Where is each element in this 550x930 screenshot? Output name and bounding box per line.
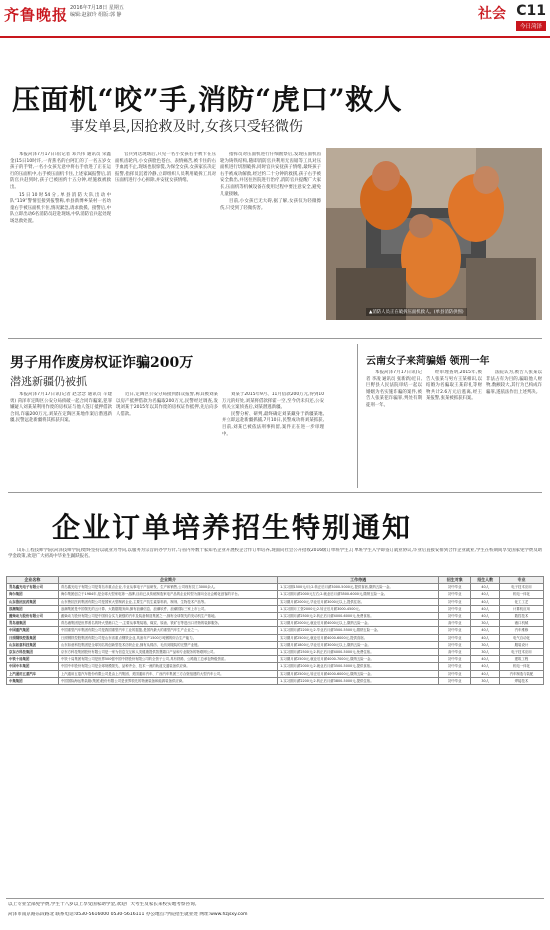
lead-paragraph: 本报菏泽7月17日讯(记者 邓兴伟 通讯员 荣鑫金)15日10时许,一青蕉名的白阿汇的了一名五岁女孩子的手臂,一名小女孩无意中将右手放进了正在运行的压面机中,右手被压面机卡住,上述家属报警后,消防官兵赶到时,孩子已被困约十五分钟,经施救被救出。 xyxy=(10,152,111,190)
table-cell: 1.实习期1500元/月;2.转正后月薪3000-5000元,提供食宿,缴纳五险一金。 xyxy=(278,584,439,591)
story2-column-1 xyxy=(10,392,112,486)
table-cell: 中铁十局集团 xyxy=(7,656,59,663)
story2-column-3 xyxy=(222,392,324,486)
table-cell: 潍柴动力股份有限公司是中国综合实力最强的汽车及装备制造集团之一,拥有全球领先的发动机生产基地。 xyxy=(58,613,277,620)
table-cell: 初中毕业 xyxy=(439,656,471,663)
notice-footer-2: 菏泽市南京路东段路北 联系电话:0530-5616000 0530-5616111 办公地点:学院招生就业处 网址:www.hzjsxy.com xyxy=(8,912,248,917)
lead-paragraph: 官兵到达现场后,只见一名小女孩右手被卡在压面机齿轮内,小女孩脸色苍白、表情痛苦,被卡住的右手血流不止,现场也很惊慌,为保全女孩,女孩家长决定报警,指挥员沉着冷静,立即组织人员利用破拆工具对压面机进行小心拆除,并安抚女孩情绪。 xyxy=(115,152,216,184)
table-cell: 40人 xyxy=(471,656,499,663)
table-cell: 上汽通用五菱汽车 xyxy=(7,670,59,677)
table-cell: 30人 xyxy=(471,649,499,656)
column-header: 招生对象 xyxy=(439,577,471,584)
table-cell: 40人 xyxy=(471,598,499,605)
table-cell: 1.实习期月薪2200元;2.转正后月薪3800-5000元,提供住宿。 xyxy=(278,677,439,684)
table-cell: 上汽通用五菱汽车股份有限公司是由上汽集团、美国通用汽车、广西汽车集团三方合资组建的大型汽车公司。 xyxy=(58,670,277,677)
table-cell: 40人 xyxy=(471,663,499,670)
table-cell: 山东鲁抗医药集团 xyxy=(7,598,59,605)
table-row xyxy=(7,677,544,684)
table-cell: 青岛鑫光电子有限公司 xyxy=(7,584,59,591)
table-cell: 中国中车股份有限公司是全球规模领先、品种齐全、技术一流的轨道交通装备供应商。 xyxy=(58,663,277,670)
table-cell: 实习期月薪2000元,毕业后月薪3000元以上,提供住宿。 xyxy=(278,598,439,605)
table-cell: 汽车制造与装配 xyxy=(499,670,543,677)
lead-column-1 xyxy=(10,152,111,332)
story2-paragraph: 民警分析、研判,最终确定刘某藏身于新疆某地,并立即远赴新疆抓捕,7月10日,民警成功将刘某抓获,目前,刘某已被依法刑事拘留,案件正在进一步审理中。 xyxy=(222,411,324,437)
jobs-table-body xyxy=(7,584,544,685)
table-cell: 山东如意科技集团是全球知名的创新型技术纺织企业,拥有从棉纺、毛纺到服装的完整产业链。 xyxy=(58,641,277,648)
table-cell: 40人 xyxy=(471,634,499,641)
section-title: 社会 xyxy=(478,6,506,22)
table-cell: 初中毕业 xyxy=(439,613,471,620)
table-cell: 1.实习期月薪2500元;2.转正后月薪4000-6000元,免费食宿。 xyxy=(278,613,439,620)
table-cell: 40人 xyxy=(471,670,499,677)
table-cell: 1.实习期月薪2200元;2.毕业后月薪3500-5500元,缴纳五险一金。 xyxy=(278,627,439,634)
table-cell: 中铁十局集团有限公司是世界500强中国中铁股份有限公司的全资子公司,具有铁路、公路施工总承包特级资质。 xyxy=(58,656,277,663)
table-cell: 青岛鑫光电子有限公司是青岛市重点企业,专业从事电子产品研发、生产和销售,公司现有员工3000余人。 xyxy=(58,584,277,591)
lead-column-3 xyxy=(220,152,321,332)
notice-intro-text: 山东工程技师学院(菏泽技师学院)始终坚持以就业为导向,以服务为宗旨的办学方针,与省内外数十家知名企业开展校企合作订单培养,现面向社会公开招收2016级订单班学生,订单班学生入学即签订就业协议,毕业后直接安排到合作企业就业,学生在校期间享受国家免学费及助学金政策,欢迎广大初高中毕业生踊跃报名。 xyxy=(8,548,542,559)
table-cell: 初中毕业 xyxy=(439,591,471,598)
story2-column-2 xyxy=(116,392,218,486)
table-row xyxy=(7,613,544,620)
table-cell: 浪潮集团是中国领先的云计算、大数据服务商,拥有浪潮信息、浪潮软件、浪潮国际三家上市公司。 xyxy=(58,605,277,612)
table-row xyxy=(7,598,544,605)
story2-headline: 男子用作废房权证诈骗200万 xyxy=(10,355,194,371)
masthead xyxy=(0,0,550,38)
jobs-table xyxy=(6,576,544,685)
table-cell: 1.实习期月薪2500元;2.转正后月薪4000-5000元,免费住宿。 xyxy=(278,649,439,656)
table-row xyxy=(7,627,544,634)
table-cell: 实习期月薪2500元,就业后月薪4000-7000元,缴纳五险一金。 xyxy=(278,656,439,663)
column-header: 招生人数 xyxy=(471,577,499,584)
table-cell: 40人 xyxy=(471,627,499,634)
table-cell: 初中毕业 xyxy=(439,670,471,677)
story2-paragraph: 近日,定陶区公安分局接到群众报警,称其被刘某以房产抵押借款为名骗取200万元,民警经过调查,发现刘某于2015年以其作废的房权证作抵押,先后向多人借款。 xyxy=(116,392,218,417)
story3-paragraph: 法院认为,被告人张某以非法占有为目的,骗取他人财物,数额较大,其行为已构成诈骗罪,遂依法作出上述判决。 xyxy=(486,370,542,395)
table-cell: 1.实习期月薪2000元左右;2.就业后月薪3500-6000元,缴纳五险一金。 xyxy=(278,591,439,598)
table-cell: 京东方科技集团 xyxy=(7,649,59,656)
story2-paragraph: 刘某于2015年9月、11月借款200万元,得到10万元的好处,刘某将借款挥霍一空,至今仍未归还,公安机关立案侦查后,刘某潜逃新疆。 xyxy=(222,392,324,411)
table-row xyxy=(7,605,544,612)
table-cell: 计算机应用 xyxy=(499,605,543,612)
table-row xyxy=(7,634,544,641)
divider xyxy=(6,898,544,899)
story3-column-3 xyxy=(486,370,542,486)
lead-paragraph: 15日10时54分,单县消防大队出动中队“119”警情室接到报警称,单县新博乡某村一名幼童右手被压面机卡住,情况紧急,请求救援。接警后,中队立即出动6名消防员赶赴现场,中队消防官兵起处现场急救处置。 xyxy=(10,192,111,224)
table-cell: 初中毕业 xyxy=(439,584,471,591)
table-cell: 初中毕业 xyxy=(439,605,471,612)
newspaper-logo: 齐鲁晚报 xyxy=(4,6,69,24)
table-cell: 高中毕业 xyxy=(439,620,471,627)
table-cell: 浪潮集团 xyxy=(7,605,59,612)
dateline xyxy=(70,5,124,19)
photo-caption: ▲消防人员正在破拆压面机救人。(单县消防供图) xyxy=(366,308,467,316)
table-cell: 机电一体化 xyxy=(499,663,543,670)
story3-column-2 xyxy=(426,370,482,486)
jobs-table-wrapper xyxy=(6,576,544,894)
table-cell: 实习期月薪2500元,转正后月薪4000-6000元,缴纳五险一金。 xyxy=(278,670,439,677)
table-cell: 实习期月薪2500元,就业后月薪4000-6000元,提供食宿。 xyxy=(278,634,439,641)
table-header-row xyxy=(7,577,544,584)
table-cell: 青岛港集团是世界著名的特大型港口之一,主要从事集装箱、煤炭、原油、铁矿石等进出口货物的装卸服务。 xyxy=(58,620,277,627)
table-cell: 初中毕业 xyxy=(439,634,471,641)
subsection-label: 今日菏泽 xyxy=(516,21,546,31)
table-cell: 40人 xyxy=(471,613,499,620)
lead-subheadline: 事发单县,因抢救及时,女孩只受轻微伤 xyxy=(70,119,303,135)
table-cell: 中国中车集团 xyxy=(7,663,59,670)
table-cell: 京东方科技集团股份有限公司是一家为信息交互和人类健康提供智慧端口产品和专业服务的物联网公司。 xyxy=(58,649,277,656)
table-cell: 1.实习期月薪2000元;2.就业后月薪3500-5000元,提供食宿。 xyxy=(278,663,439,670)
table-cell: 30人 xyxy=(471,620,499,627)
table-row xyxy=(7,620,544,627)
table-cell: 电气自动化 xyxy=(499,634,543,641)
story3-paragraph: 经审理查明,2015年,被告人张某与男方王某相识,以结婚为名骗取王某彩礼等财物共计2.6万元后逃离,经王某报警,张某被抓获归案。 xyxy=(426,370,482,402)
table-cell: 40人 xyxy=(471,591,499,598)
table-cell: 山东如意科技集团 xyxy=(7,641,59,648)
table-row xyxy=(7,649,544,656)
table-cell: 汽车维修 xyxy=(499,627,543,634)
table-cell: 港口机械 xyxy=(499,620,543,627)
table-cell: 1.实习期月工资2000元;2.转正后月薪3000-4500元。 xyxy=(278,605,439,612)
table-cell: 机电一体化 xyxy=(499,591,543,598)
table-cell: 电子技术应用 xyxy=(499,649,543,656)
divider xyxy=(8,492,542,493)
table-cell: 中集集团 xyxy=(7,677,59,684)
table-cell: 数控技术 xyxy=(499,613,543,620)
table-cell: 初中毕业 xyxy=(439,627,471,634)
table-cell: 服装设计 xyxy=(499,641,543,648)
story2-subheadline: 潜逃新疆仍被抓 xyxy=(10,375,87,388)
table-cell: 山东鲁抗医药集团有限公司是国家大型制药企业,主要生产抗生素原料药、制剂、生物技术产品等。 xyxy=(58,598,277,605)
table-cell: 初中毕业 xyxy=(439,598,471,605)
column-header: 企业名称 xyxy=(7,577,59,584)
table-row xyxy=(7,584,544,591)
story2-paragraph: 本报菏泽7月17日讯(记者 赵念念 通讯员 辛建勇) 菏泽市定陶区公安分局侦破一起合同诈骗案,犯罪嫌疑人刘某某利用作废的房权证与他人签订抵押借款合同,诈骗200万元,刘某在定陶区某地作案后潜逃新疆,民警远赴新疆将其抓获归案。 xyxy=(10,392,112,424)
rescue-photo-image xyxy=(326,148,542,320)
table-cell: 中国重汽集团 xyxy=(7,627,59,634)
column-header: 专业 xyxy=(499,577,543,584)
notice-intro xyxy=(8,548,542,574)
notice-footer-1: 以上专业全部免学费,学生十八岁以上享受国家助学金,欢迎广大考生及家长来校实地考察咨询。 xyxy=(8,902,200,907)
table-cell: 30人 xyxy=(471,641,499,648)
lead-column-2 xyxy=(115,152,216,332)
table-cell: 潍柴动力股份有限公司 xyxy=(7,613,59,620)
table-cell: 青岛港集团 xyxy=(7,620,59,627)
lead-headline: 压面机“咬”手,消防“虎口”救人 xyxy=(12,83,403,116)
column-header: 工作待遇 xyxy=(278,577,439,584)
table-cell: 高中毕业 xyxy=(439,649,471,656)
table-cell: 中国国际海运集装箱(集团)股份有限公司是世界领先的物流装备和能源装备供应商。 xyxy=(58,677,277,684)
table-cell: 电子技术应用 xyxy=(499,584,543,591)
table-cell: 实习期月薪1800元,毕业后月薪3000元以上,缴纳五险一金。 xyxy=(278,641,439,648)
table-cell: 日照钢铁控股集团 xyxy=(7,634,59,641)
table-cell: 中国重型汽车集团有限公司是我国重型汽车工业的摇篮,是国内最大的重型汽车生产企业之一。 xyxy=(58,627,277,634)
story3-paragraph: 本报菏泽7月17日讯(记者 李凌 通讯员 张新新)近日,巨野县人民法院审结一起以婚姻为名实施诈骗的案件,被告人张某犯诈骗罪,判处有期徒刑一年。 xyxy=(366,370,422,408)
table-cell: 30人 xyxy=(471,677,499,684)
rescue-photo xyxy=(326,148,542,320)
lead-paragraph: 目前,小女孩已无大碍,据了解,女孩仅为轻微擦伤,只受到了轻微伤害。 xyxy=(220,199,321,211)
table-cell: 焊接技术 xyxy=(499,677,543,684)
table-row xyxy=(7,641,544,648)
table-cell: 海尔集团 xyxy=(7,591,59,598)
table-cell: 实习期月薪2000元,就业后月薪4000元以上,缴纳五险一金。 xyxy=(278,620,439,627)
divider xyxy=(8,338,542,339)
table-row xyxy=(7,591,544,598)
table-row xyxy=(7,663,544,670)
table-cell: 40人 xyxy=(471,584,499,591)
lead-paragraph: 指挥员对压面机进行仔细勘察后,发现压面机齿轮为铸铁结构,随即消防官兵利用无齿锯等工具对压面机进行切割破拆,同时官兵安抚孩子情绪,最终孩子右手被成功解救,经过约二十分钟的救援,孩子右手被安全救出,并送往医院进行治疗,消防官兵提醒广大家长,压面机等机械设备在使用过程中要注意安全,避免儿童接触。 xyxy=(220,152,321,197)
page-number: C11 xyxy=(516,3,546,19)
table-cell: 40人 xyxy=(471,605,499,612)
table-row xyxy=(7,670,544,677)
date-line-2: 编辑:赵淑玲 组版:郭 静 xyxy=(70,12,122,18)
table-cell: 化工工艺 xyxy=(499,598,543,605)
story3-headline: 云南女子来菏骗婚 领刑一年 xyxy=(366,356,490,367)
table-cell: 初中毕业 xyxy=(439,663,471,670)
column-divider xyxy=(357,344,358,488)
table-row xyxy=(7,656,544,663)
story3-column-1 xyxy=(366,370,422,486)
table-cell: 初中毕业 xyxy=(439,677,471,684)
notice-headline: 企业订单培养招生特别通知 xyxy=(52,511,413,544)
table-cell: 日照钢铁控股集团有限公司是山东省重点钢铁企业,具备年产1500万吨钢的综合生产能力。 xyxy=(58,634,277,641)
table-cell: 海尔集团创立于1984年,是全球大型家电第一品牌,目前已从传统制造家电产品的企业转型为面向全社会孵化创客的平台。 xyxy=(58,591,277,598)
date-line-1: 2016年7月18日 星期五 xyxy=(70,5,124,11)
table-cell: 初中毕业 xyxy=(439,641,471,648)
table-cell: 建筑工程 xyxy=(499,656,543,663)
column-header: 企业简介 xyxy=(58,577,277,584)
